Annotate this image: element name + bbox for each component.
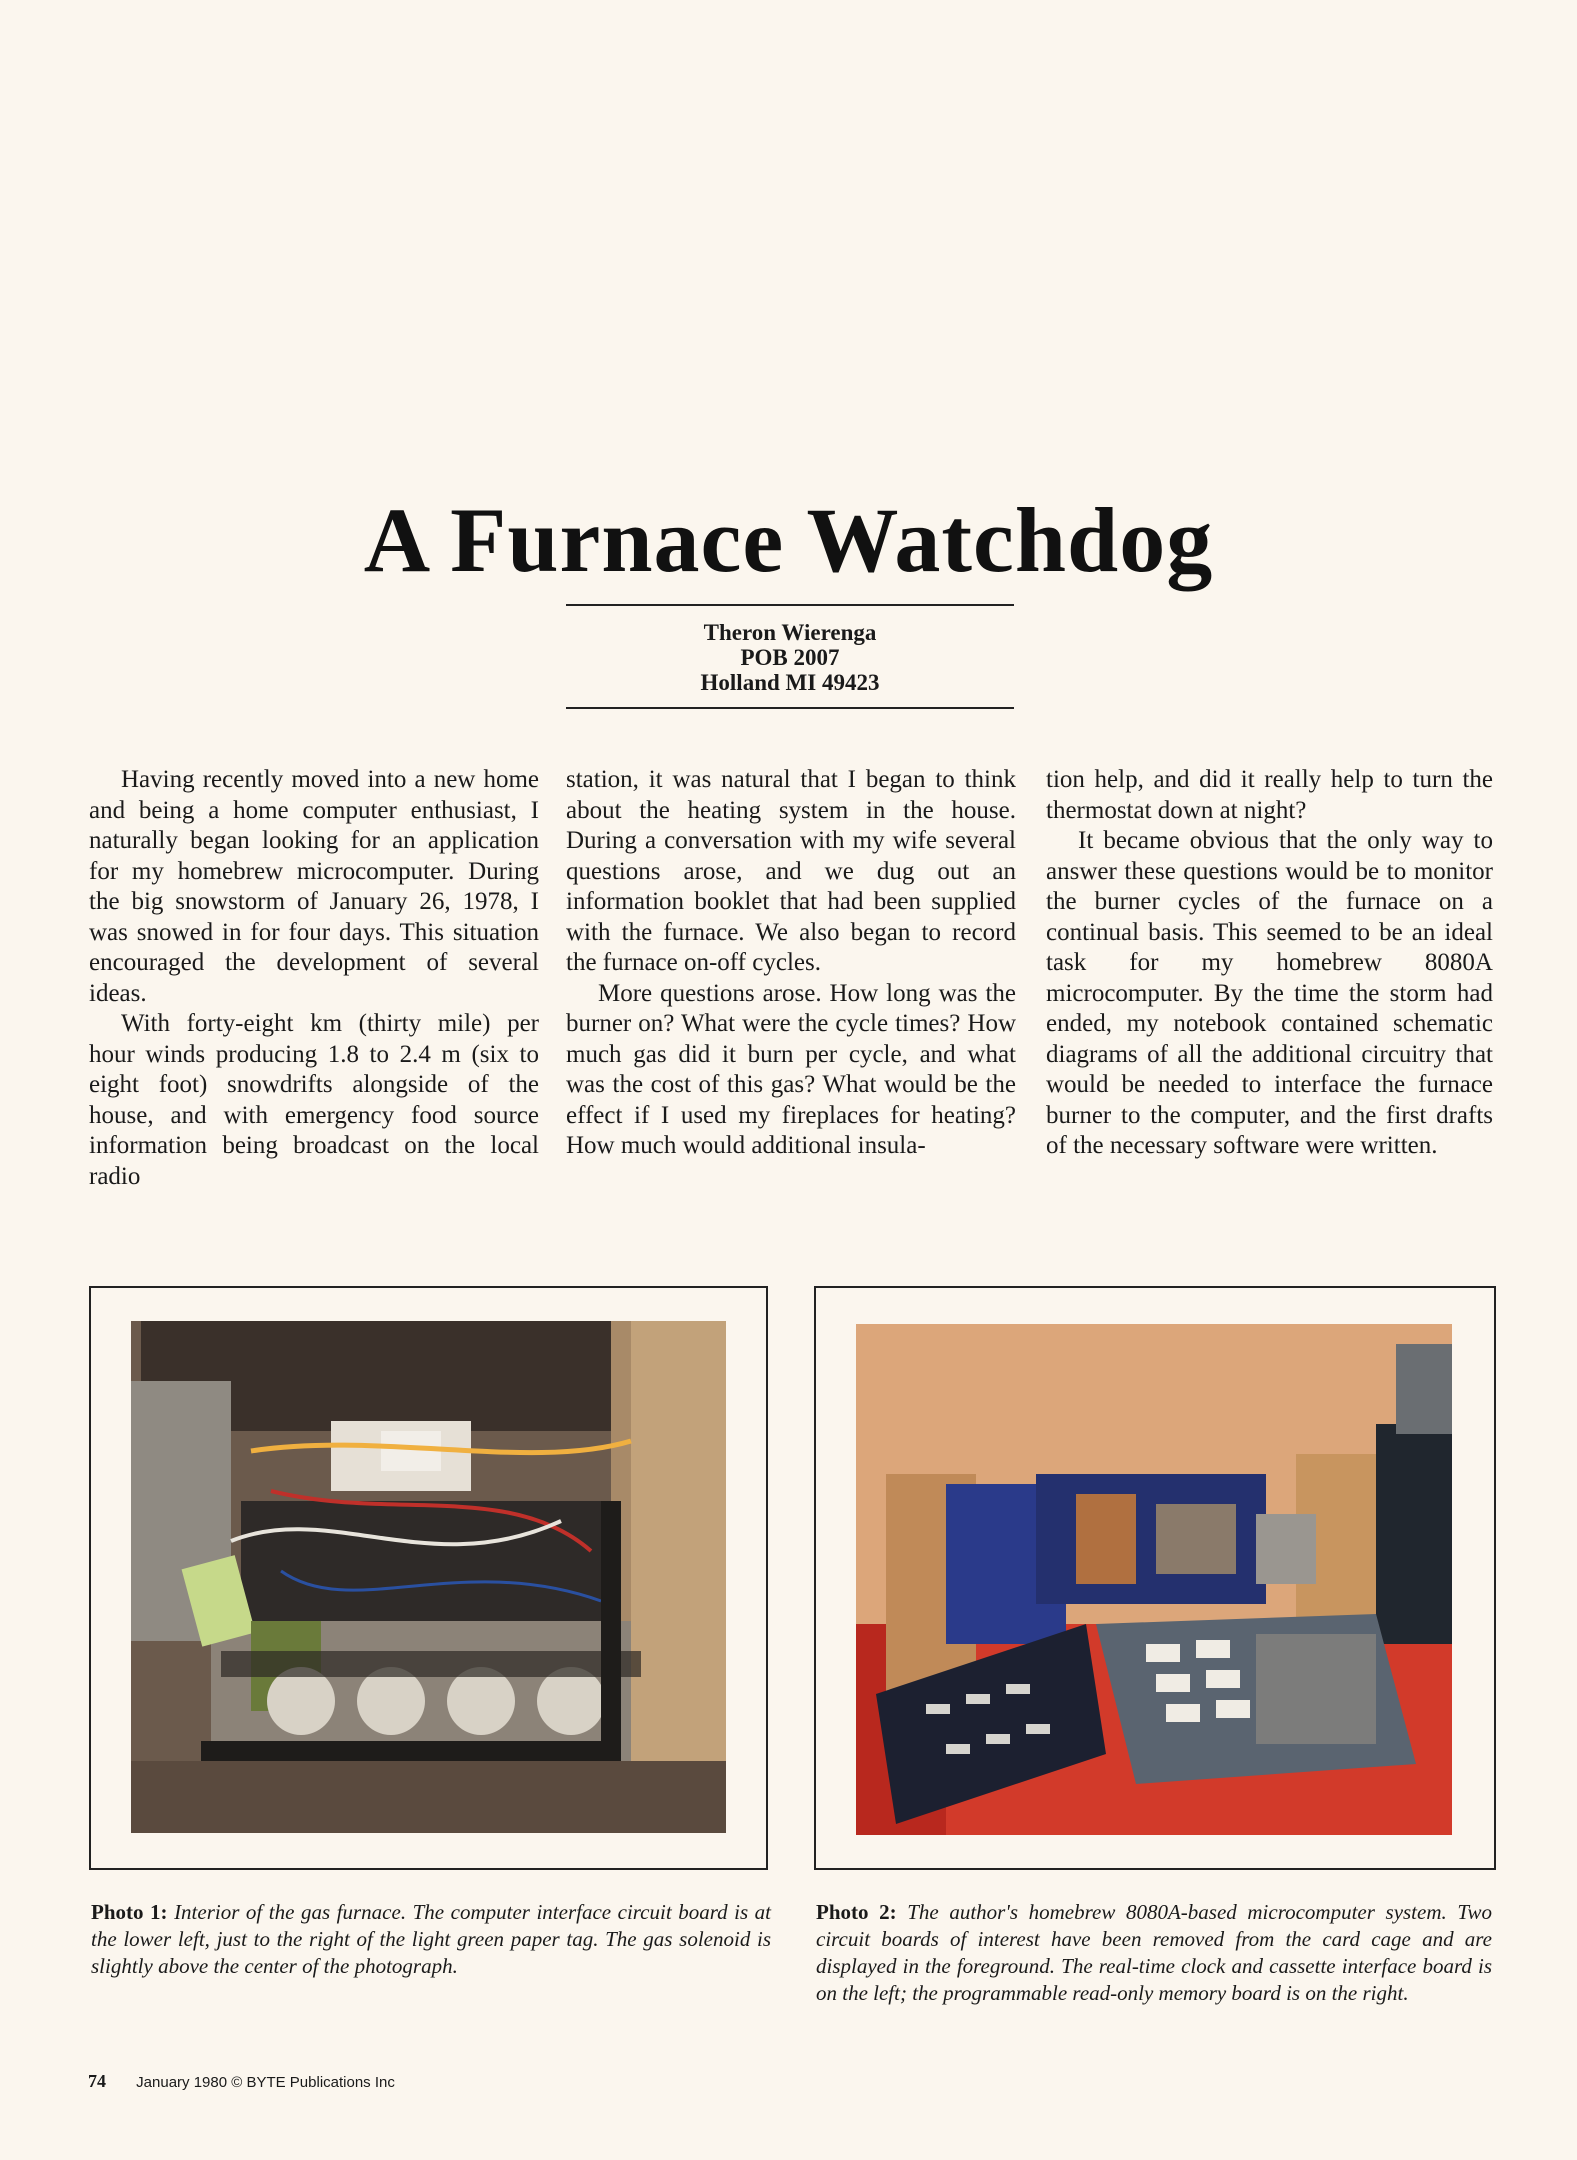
caption-text: Interior of the gas furnace. The computer interface circuit board is at the lower left, just to the right of the light green paper tag. The gas solenoid is slightly above the center of the photograph. — [91, 1900, 771, 1978]
article-title: A Furnace Watchdog — [363, 488, 1214, 591]
author-address-line1: POB 2007 — [740, 645, 840, 670]
photo-2-microcomputer-system — [856, 1324, 1452, 1835]
body-paragraph: tion help, and did it really help to turn the thermostat down at night? — [1046, 766, 1493, 824]
body-paragraph: Having recently moved into a new home and being a home computer enthusiast, I naturally began looking for an application for my homebrew microcomputer. During the big snowstorm of January 26, 1978, I was snowed in for four days. This situation encouraged the development of several ideas. — [89, 766, 539, 1007]
caption-text: The author's homebrew 8080A-based microcomputer system. Two circuit boards of interest have been removed from the card cage and are displayed in the foreground. The real-time clock and cassette interface board is on the left; the programmable read-only memory board is on the right. — [816, 1900, 1492, 2005]
author-address-line2: Holland MI 49423 — [700, 670, 880, 695]
body-column-3 — [1046, 765, 1493, 1162]
page-number: 74 — [88, 2071, 106, 2091]
photo-1-frame — [89, 1286, 768, 1870]
body-paragraph: More questions arose. How long was the burner on? What were the cycle times? How much gas did it burn per cycle, and what was the cost of this gas? What would be the effect if I used my fireplaces for heating? How much would additional insula- — [566, 979, 1016, 1159]
photo-1-furnace-interior — [131, 1321, 726, 1833]
body-column-2 — [566, 765, 1016, 1162]
body-paragraph: It became obvious that the only way to answer these questions would be to monitor the burner cycles of the furnace on a continual basis. This seemed to be an ideal task for my homebrew 8080A microcomputer. By the time the storm had ended, my notebook contained schematic diagrams of all the additional circuitry that would be needed to interface the furnace burner to the computer, and the first drafts of the necessary software were written. — [1046, 827, 1493, 1159]
page-footer — [88, 2071, 395, 2092]
photo-2-caption — [816, 1899, 1492, 2007]
author-name: Theron Wierenga — [703, 620, 877, 645]
body-paragraph: With forty-eight km (thirty mile) per hour winds producing 1.8 to 2.4 m (six to eight foot) snowdrifts alongside of the house, and with emergency food source information being broadcast on the local radio — [89, 1010, 539, 1190]
photo-2-frame — [814, 1286, 1496, 1870]
author-byline — [566, 604, 1014, 709]
caption-label: Photo 1: — [91, 1900, 168, 1924]
body-column-1 — [89, 765, 539, 1192]
body-paragraph: station, it was natural that I began to think about the heating system in the house. During a conversation with my wife several questions arose, and we dug out an information booklet that had been supplied with the furnace. We also began to record the furnace on-off cycles. — [566, 766, 1016, 976]
footer-publication-line: January 1980 © BYTE Publications Inc — [136, 2074, 395, 2091]
photo-1-caption — [91, 1899, 771, 1980]
caption-label: Photo 2: — [816, 1900, 897, 1924]
